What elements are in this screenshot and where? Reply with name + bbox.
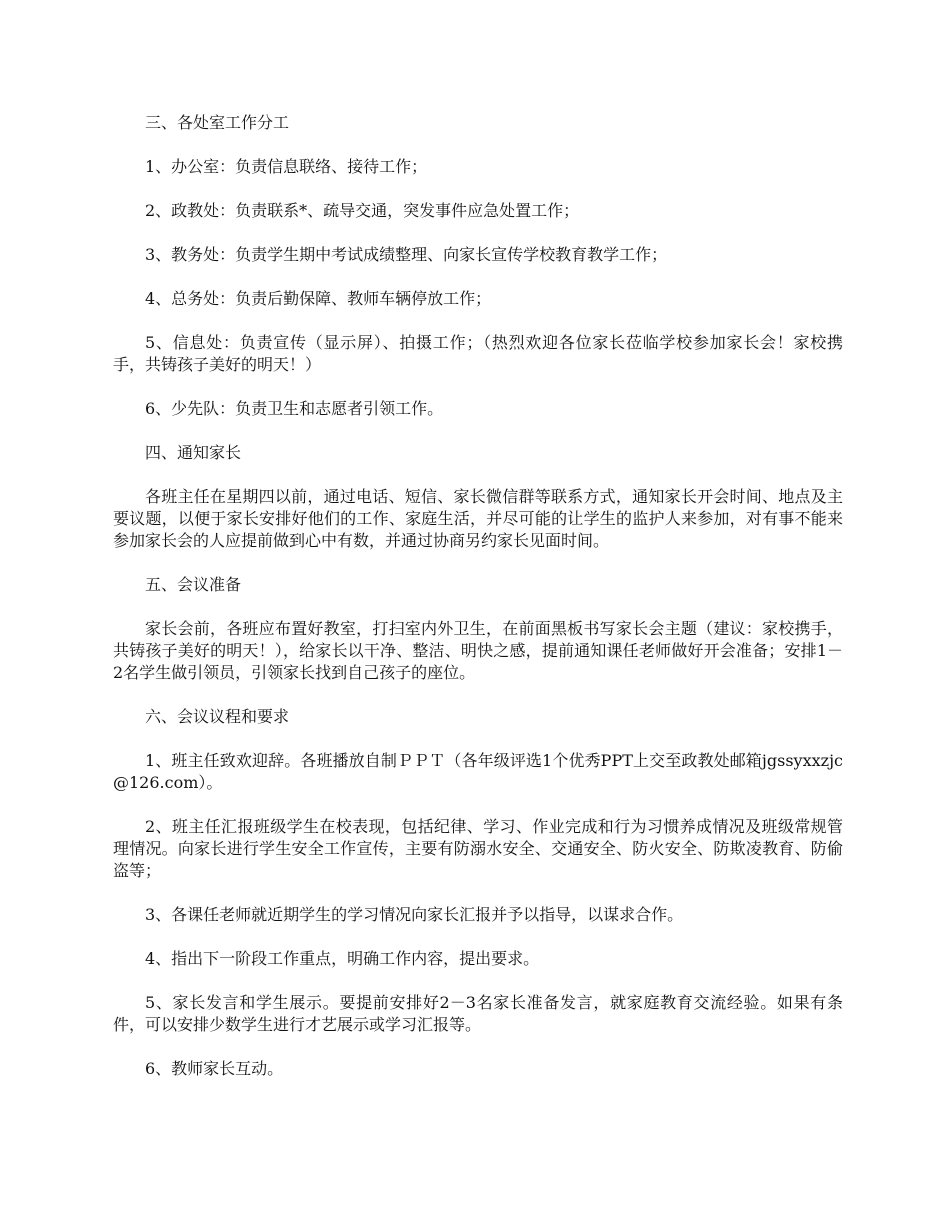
list-item-academic-affairs: 3、教务处：负责学生期中考试成绩整理、向家长宣传学校教育教学工作； xyxy=(145,245,668,264)
list-item-agenda-teacher-report: 3、各课任老师就近期学生的学习情况向家长汇报并予以指导，以谋求合作。 xyxy=(145,905,684,924)
list-item-political-education: 2、政教处：负责联系*、疏导交通，突发事件应急处置工作； xyxy=(145,201,580,220)
list-item-young-pioneers: 6、少先队：负责卫生和志愿者引领工作。 xyxy=(145,399,444,418)
list-item-information-office: 5、信息处：负责宣传（显示屏）、拍摄工作；（热烈欢迎各位家长莅临学校参加家长会！家校携手，共铸孩子美好的明天！） xyxy=(113,333,843,374)
list-item-agenda-next-stage: 4、指出下一阶段工作重点，明确工作内容，提出要求。 xyxy=(145,949,540,968)
list-item-office: 1、办公室：负责信息联络、接待工作； xyxy=(145,157,428,176)
list-item-agenda-interaction: 6、教师家长互动。 xyxy=(145,1059,284,1078)
list-item-agenda-welcome: 1、班主任致欢迎辞。各班播放自制ＰＰＴ（各年级评选1个优秀PPT上交至政教处邮箱jgssyxxzjc@126.com）。 xyxy=(113,751,843,792)
section-heading-agenda: 六、会议议程和要求 xyxy=(145,707,290,726)
section-heading-meeting-preparation: 五、会议准备 xyxy=(145,575,242,594)
document-body xyxy=(113,112,843,1102)
paragraph-notify-parents: 各班主任在星期四以前，通过电话、短信、家长微信群等联系方式，通知家长开会时间、地点及主要议题，以便于家长安排好他们的工作、家庭生活，并尽可能的让学生的监护人来参加，对有事不能来参加家长会的人应提前做到心中有数，并通过协商另约家长见面时间。 xyxy=(113,487,843,550)
section-heading-notify-parents: 四、通知家长 xyxy=(145,443,242,462)
section-heading-division-of-work: 三、各处室工作分工 xyxy=(145,113,290,132)
list-item-general-affairs: 4、总务处：负责后勤保障、教师车辆停放工作； xyxy=(145,289,492,308)
paragraph-meeting-preparation: 家长会前，各班应布置好教室，打扫室内外卫生，在前面黑板书写家长会主题（建议：家校携手，共铸孩子美好的明天！），给家长以干净、整洁、明快之感，提前通知课任老师做好开会准备；安排1－2名学生做引领员，引领家长找到自己孩子的座位。 xyxy=(113,619,843,682)
list-item-agenda-class-report: 2、班主任汇报班级学生在校表现，包括纪律、学习、作业完成和行为习惯养成情况及班级常规管理情况。向家长进行学生安全工作宣传，主要有防溺水安全、交通安全、防火安全、防欺凌教育、防偷盗等； xyxy=(113,817,843,880)
list-item-agenda-parent-speech: 5、家长发言和学生展示。要提前安排好2－3名家长准备发言，就家庭教育交流经验。如果有条件，可以安排少数学生进行才艺展示或学习汇报等。 xyxy=(113,993,843,1034)
